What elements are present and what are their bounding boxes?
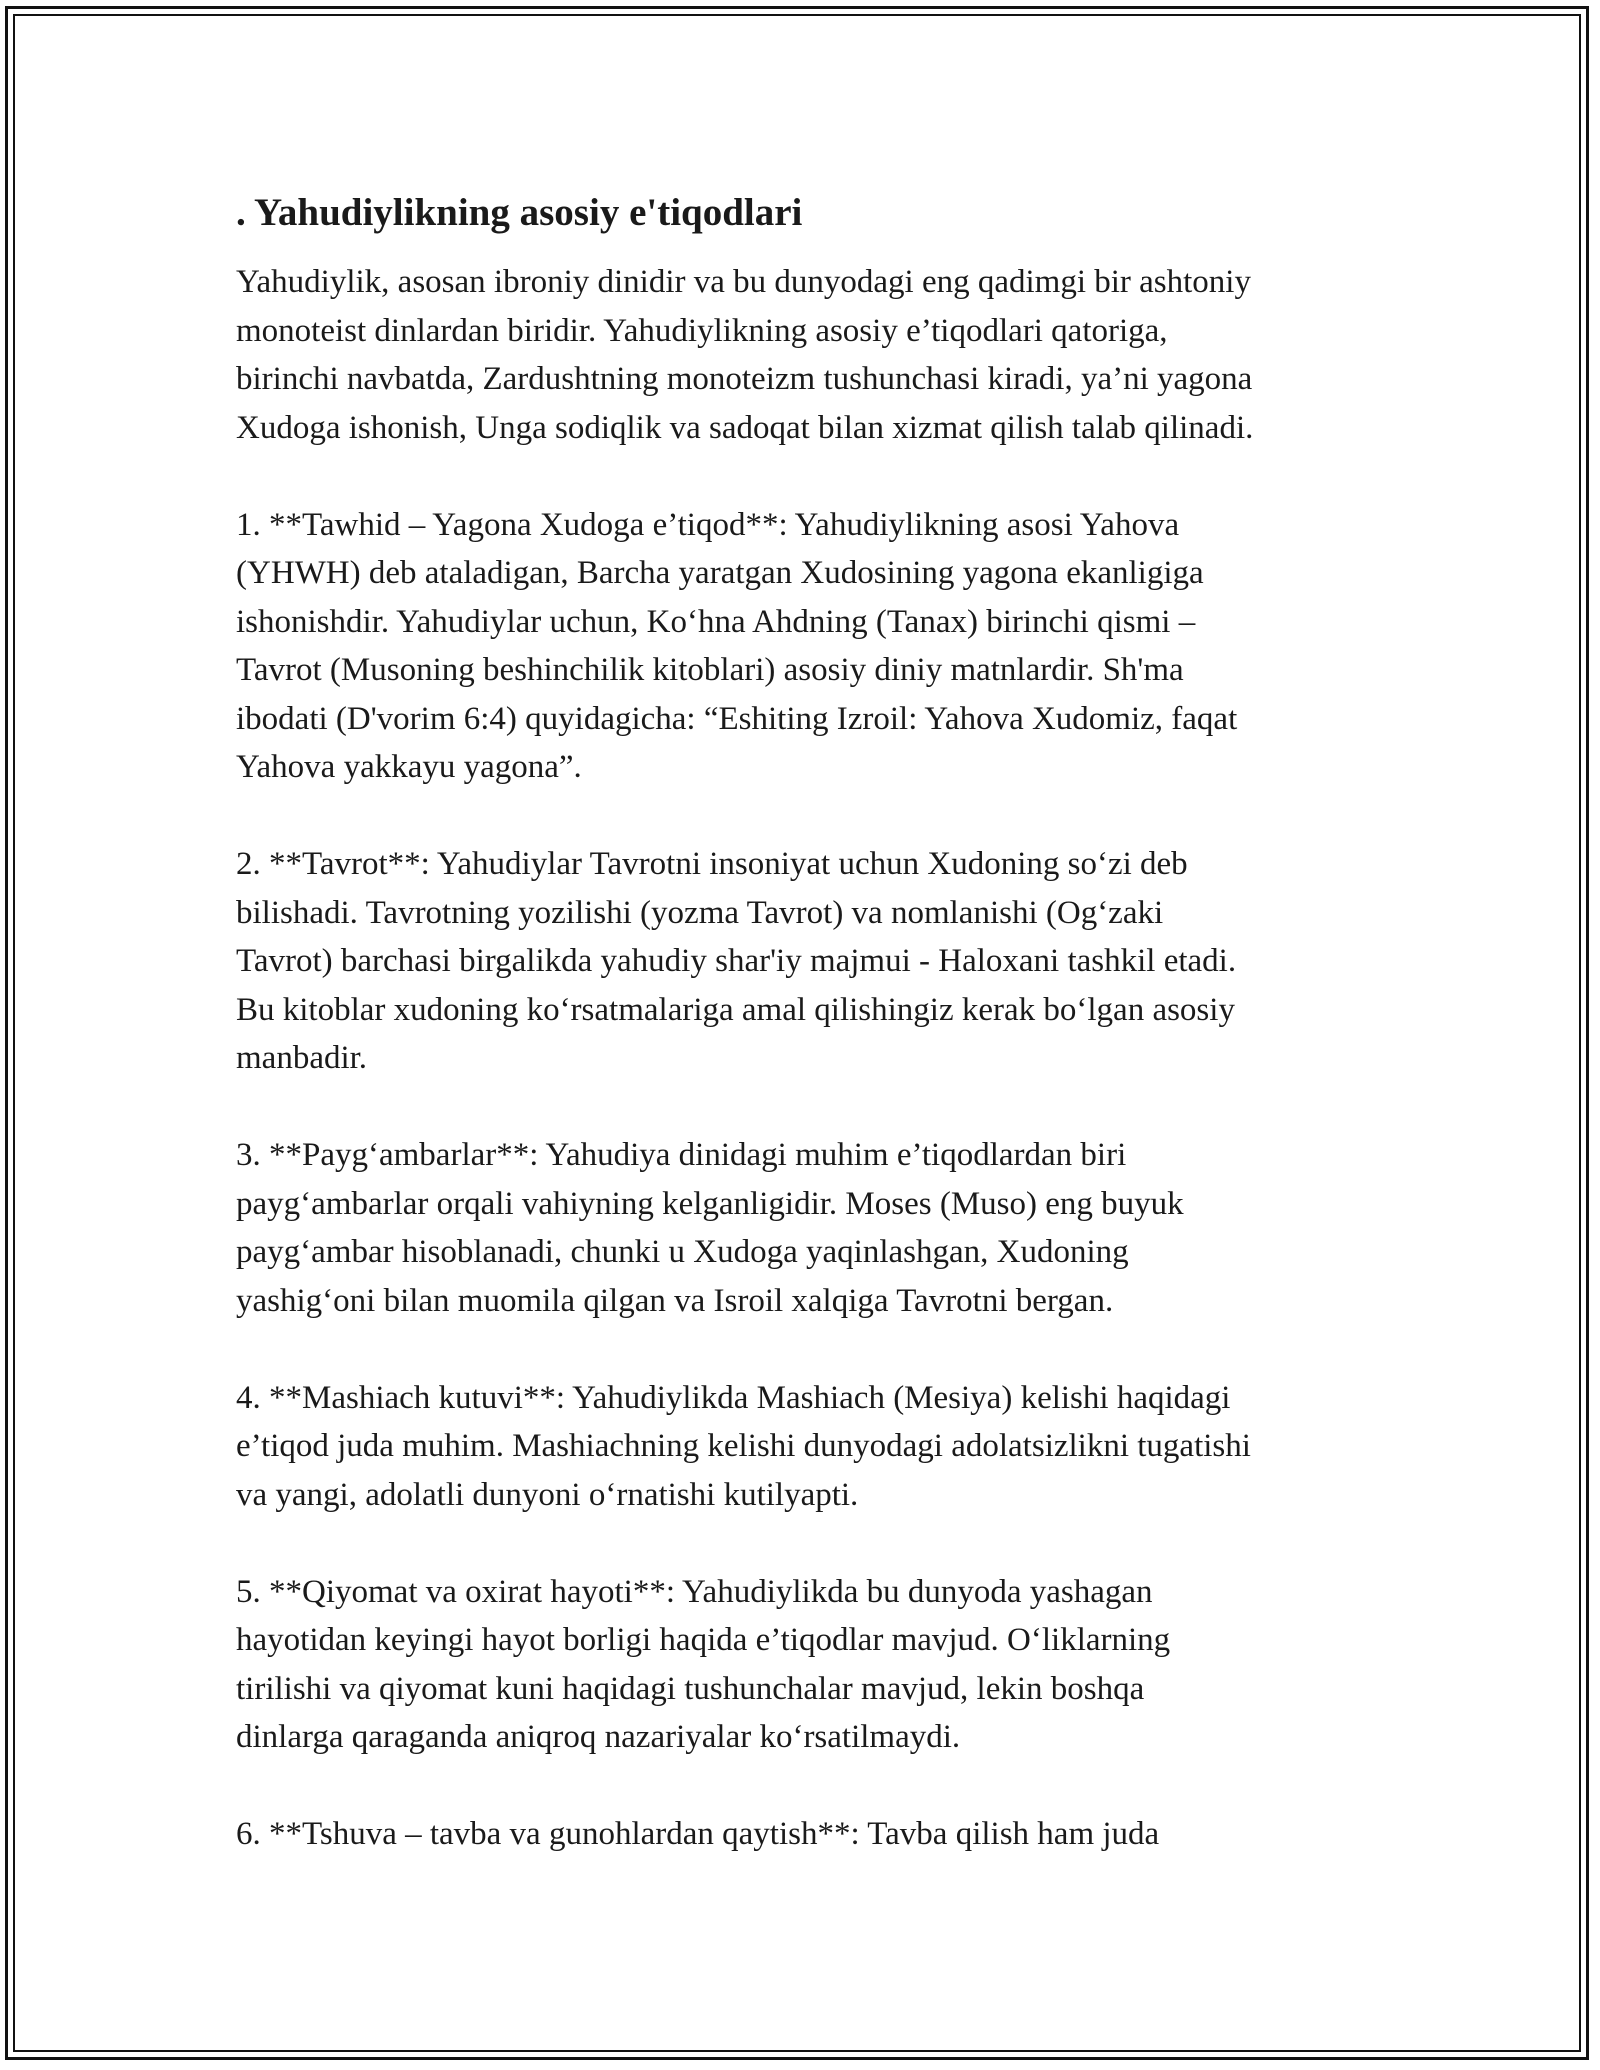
belief-item-3: 3. **Payg‘ambarlar**: Yahudiya dinidagi muhim e’tiqodlardan biri payg‘ambarlar orqali vahiyning kelganligidir. Moses (Muso) eng buyuk payg‘ambar hisoblanadi, chunki u Xudoga yaqinlashgan, Xudoning yashig‘oni bilan muomila qilgan va Isroil xalqiga Tavrotni bergan. [236,1137,1184,1319]
document-title: . Yahudiylikning asosiy e'tiqodlari [236,191,803,234]
belief-item-6: 6. **Tshuva – tavba va gunohlardan qaytish**: Tavba qilish ham juda [236,1816,1160,1852]
belief-item-5: 5. **Qiyomat va oxirat hayoti**: Yahudiylikda bu dunyoda yashagan hayotidan keyingi hayot borligi haqida e’tiqodlar mavjud. O‘liklarning tirilishi va qiyomat kuni haqidagi tushunchalar mavjud, lekin boshqa dinlarga qaraganda aniqroq nazariyalar ko‘rsatilmaydi. [236,1573,1171,1755]
belief-item-1: 1. **Tawhid – Yagona Xudoga e’tiqod**: Yahudiylikning asosi Yahova (YHWH) deb ataladigan, Barcha yaratgan Xudosining yagona ekanligiga ishonishdir. Yahudiylar uchun, Ko‘hna Ahdning (Tanax) birinchi qismi – Tavrot (Musoning beshinchilik kitoblari) asosiy diniy matnlardir. Sh'ma ibodati (D'vorim 6:4) quyidagicha: “Eshiting Izroil: Yahova Xudomiz, faqat Yahova yakkayu yagona”. [236,506,1238,785]
belief-item-4: 4. **Mashiach kutuvi**: Yahudiylikda Mashiach (Mesiya) kelishi haqidagi e’tiqod juda muhim. Mashiachning kelishi dunyodagi adolatsizlikni tugatishi va yangi, adolatli dunyoni o‘rnatishi kutilyapti. [236,1379,1251,1513]
document-body [236,188,1386,1907]
belief-item-2: 2. **Tavrot**: Yahudiylar Tavrotni insoniyat uchun Xudoning so‘zi deb bilishadi. Tavrotning yozilishi (yozma Tavrot) va nomlanishi (Og‘zaki Tavrot) barchasi birgalikda yahudiy shar'iy majmui - Haloxani tashkil etadi. Bu kitoblar xudoning ko‘rsatmalariga amal qilishingiz kerak bo‘lgan asosiy manbadir. [236,846,1237,1076]
intro-paragraph: Yahudiylik, asosan ibroniy dinidir va bu dunyodagi eng qadimgi bir ashtoniy monoteist dinlardan biridir. Yahudiylikning asosiy e’tiqodlari qatoriga, birinchi navbatda, Zardushtning monoteizm tushunchasi kiradi, ya’ni yagona Xudoga ishonish, Unga sodiqlik va sadoqat bilan xizmat qilish talab qilinadi. [236,264,1254,446]
